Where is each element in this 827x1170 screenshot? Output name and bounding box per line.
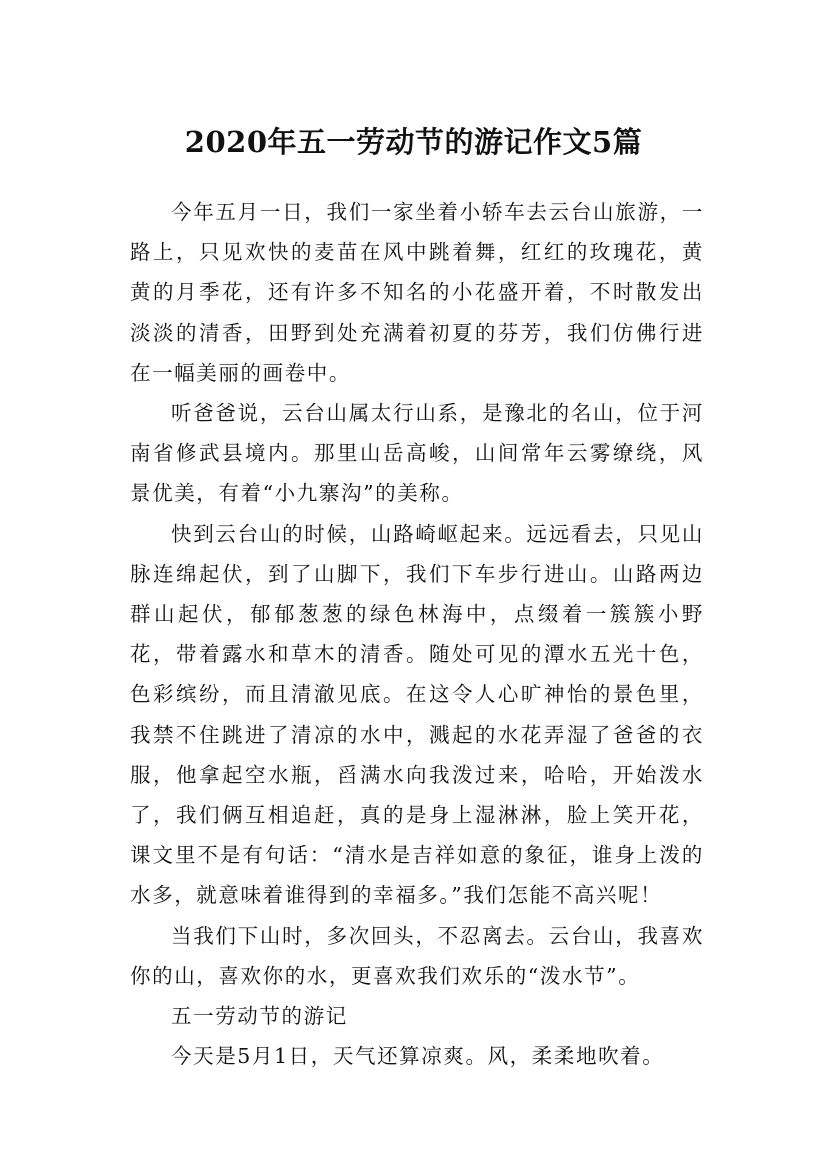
paragraph: 今天是5月1日，天气还算凉爽。风，柔柔地吹着。 [171,1044,665,1069]
document-title: 2020年五一劳动节的游记作文5篇 [184,125,643,160]
paragraph: 听爸爸说，云台山属太行山系，是豫北的名山，位于河南省修武县境内。那里山岳高峻，山间常年云雾缭绕，风景优美，有着“小九寨沟”的美称。 [130,401,704,506]
paragraph: 当我们下山时，多次回头，不忍离去。云台山，我喜欢你的山，喜欢你的水，更喜欢我们欢乐的“泼水节”。 [130,923,704,988]
paragraph: 快到云台山的时候，山路崎岖起来。远远看去，只见山脉连绵起伏，到了山脚下，我们下车步行进山。山路两边群山起伏，郁郁葱葱的绿色林海中，点缀着一簇簇小野花，带着露水和草木的清香。随处可见的潭水五光十色，色彩缤纷，而且清澈见底。在这令人心旷神怡的景色里，我禁不住跳进了清凉的水中，溅起的水花弄湿了爸爸的衣服，他拿起空水瓶，舀满水向我泼过来，哈哈，开始泼水了，我们俩互相追赶，真的是身上湿淋淋，脸上笑开花，课文里不是有句话：“清水是吉祥如意的象征，谁身上泼的水多，就意味着谁得到的幸福多。”我们怎能不高兴呢！ [130,521,704,908]
document-body [130,192,704,1076]
section-heading: 五一劳动节的游记 [171,1004,348,1029]
paragraph: 今年五月一日，我们一家坐着小轿车去云台山旅游，一路上，只见欢快的麦苗在风中跳着舞，红红的玫瑰花，黄黄的月季花，还有许多不知名的小花盛开着，不时散发出淡淡的清香，田野到处充满着初夏的芬芳，我们仿佛行进在一幅美丽的画卷中。 [130,200,704,385]
